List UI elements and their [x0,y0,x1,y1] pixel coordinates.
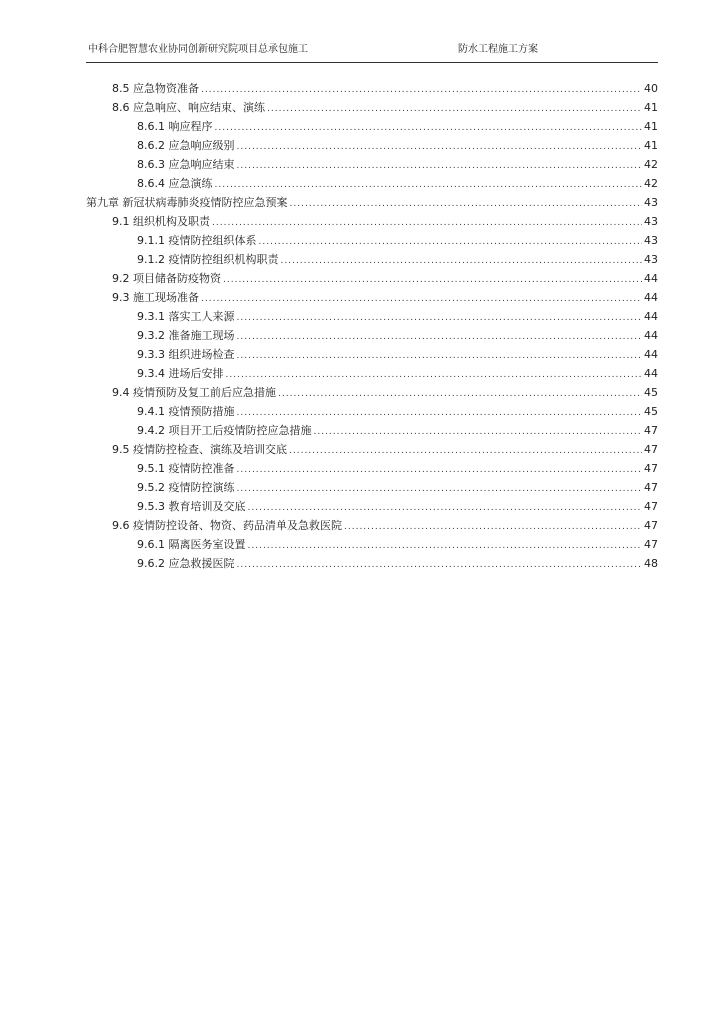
toc-entry-page-number: 44 [644,291,658,304]
toc-entry-title: 8.5 应急物资准备 [112,82,199,95]
toc-dot-leader [281,252,643,271]
toc-dot-leader [237,556,643,575]
toc-entry-title: 第九章 新冠状病毒肺炎疫情防控应急预案 [86,196,288,209]
toc-entry[interactable] [86,231,658,250]
toc-entry-title: 9.4 疫情预防及复工前后应急措施 [112,386,276,399]
toc-dot-leader [237,480,643,499]
toc-entry-page-number: 43 [644,234,658,247]
toc-dot-leader [237,347,643,366]
header-document-title: 防水工程施工方案 [458,44,538,55]
toc-entry-title: 9.2 项目储备防疫物资 [112,272,221,285]
toc-entry[interactable] [86,269,658,288]
toc-entry[interactable] [86,345,658,364]
toc-dot-leader [201,290,642,309]
toc-entry-page-number: 47 [644,462,658,475]
toc-entry-page-number: 44 [644,329,658,342]
toc-entry-title: 8.6 应急响应、响应结束、演练 [112,101,265,114]
toc-entry-page-number: 43 [644,215,658,228]
toc-entry-page-number: 44 [644,272,658,285]
toc-entry-page-number: 42 [644,177,658,190]
toc-dot-leader [344,518,642,537]
toc-dot-leader [215,119,643,138]
toc-entry[interactable] [86,250,658,269]
toc-entry-page-number: 45 [644,405,658,418]
toc-entry-title: 8.6.1 响应程序 [137,120,213,133]
toc-entry[interactable] [86,440,658,459]
toc-entry-page-number: 47 [644,538,658,551]
toc-dot-leader [201,81,642,100]
toc-entry[interactable] [86,326,658,345]
toc-entry-page-number: 41 [644,120,658,133]
toc-entry[interactable] [86,402,658,421]
toc-entry-title: 9.6 疫情防控设备、物资、药品清单及急救医院 [112,519,342,532]
toc-entry-title: 9.6.2 应急救援医院 [137,557,235,570]
toc-dot-leader [313,423,642,442]
toc-dot-leader [248,537,643,556]
toc-entry-title: 9.3.3 组织进场检查 [137,348,235,361]
toc-entry[interactable] [86,364,658,383]
toc-entry-page-number: 43 [644,253,658,266]
toc-entry[interactable] [86,307,658,326]
toc-entry-page-number: 41 [644,139,658,152]
toc-dot-leader [237,138,643,157]
table-of-contents [86,79,658,573]
toc-dot-leader [278,385,642,404]
toc-entry-title: 9.1 组织机构及职责 [112,215,210,228]
header-divider [86,62,658,63]
toc-entry[interactable] [86,79,658,98]
toc-entry[interactable] [86,136,658,155]
toc-dot-leader [212,214,642,233]
toc-entry[interactable] [86,212,658,231]
toc-entry-page-number: 47 [644,519,658,532]
toc-entry-title: 9.4.1 疫情预防措施 [137,405,235,418]
toc-entry-title: 9.3.2 准备施工现场 [137,329,235,342]
toc-entry[interactable] [86,478,658,497]
toc-entry-title: 9.4.2 项目开工后疫情防控应急措施 [137,424,312,437]
toc-dot-leader [267,100,642,119]
toc-entry[interactable] [86,459,658,478]
toc-entry[interactable] [86,117,658,136]
toc-entry-title: 8.6.2 应急响应级别 [137,139,235,152]
toc-entry[interactable] [86,497,658,516]
toc-entry-title: 9.3 施工现场准备 [112,291,199,304]
toc-entry[interactable] [86,421,658,440]
toc-dot-leader [259,233,643,252]
toc-dot-leader [290,195,643,214]
header-project-title: 中科合肥智慧农业协同创新研究院项目总承包施工 [88,44,308,55]
toc-entry-page-number: 41 [644,101,658,114]
toc-dot-leader [226,366,643,385]
toc-entry-page-number: 45 [644,386,658,399]
toc-entry[interactable] [86,535,658,554]
toc-entry-title: 9.5.3 教育培训及交底 [137,500,246,513]
toc-entry-title: 9.3.1 落实工人来源 [137,310,235,323]
toc-entry-page-number: 47 [644,424,658,437]
toc-entry-page-number: 47 [644,500,658,513]
toc-dot-leader [237,309,643,328]
toc-entry-title: 9.5.1 疫情防控准备 [137,462,235,475]
toc-dot-leader [237,328,643,347]
toc-entry-page-number: 44 [644,367,658,380]
toc-entry[interactable] [86,193,658,212]
toc-entry-title: 9.6.1 隔离医务室设置 [137,538,246,551]
toc-entry-title: 8.6.4 应急演练 [137,177,213,190]
toc-entry-title: 9.1.1 疫情防控组织体系 [137,234,257,247]
toc-entry-page-number: 44 [644,348,658,361]
toc-entry-page-number: 47 [644,443,658,456]
toc-entry-page-number: 47 [644,481,658,494]
toc-entry-page-number: 43 [644,196,658,209]
toc-dot-leader [237,461,643,480]
toc-dot-leader [289,442,642,461]
toc-dot-leader [223,271,642,290]
toc-entry[interactable] [86,516,658,535]
toc-entry-title: 8.6.3 应急响应结束 [137,158,235,171]
toc-entry-page-number: 42 [644,158,658,171]
toc-entry[interactable] [86,288,658,307]
toc-entry[interactable] [86,174,658,193]
page-header [88,44,656,60]
toc-entry-title: 9.3.4 进场后安排 [137,367,224,380]
toc-entry-page-number: 44 [644,310,658,323]
toc-entry[interactable] [86,155,658,174]
toc-entry-title: 9.5.2 疫情防控演练 [137,481,235,494]
toc-entry-page-number: 48 [644,557,658,570]
toc-entry-title: 9.1.2 疫情防控组织机构职责 [137,253,279,266]
toc-entry[interactable] [86,98,658,117]
toc-entry-title: 9.5 疫情防控检查、演练及培训交底 [112,443,287,456]
toc-entry-page-number: 40 [644,82,658,95]
toc-entry[interactable] [86,383,658,402]
toc-dot-leader [237,157,643,176]
toc-entry[interactable] [86,554,658,573]
